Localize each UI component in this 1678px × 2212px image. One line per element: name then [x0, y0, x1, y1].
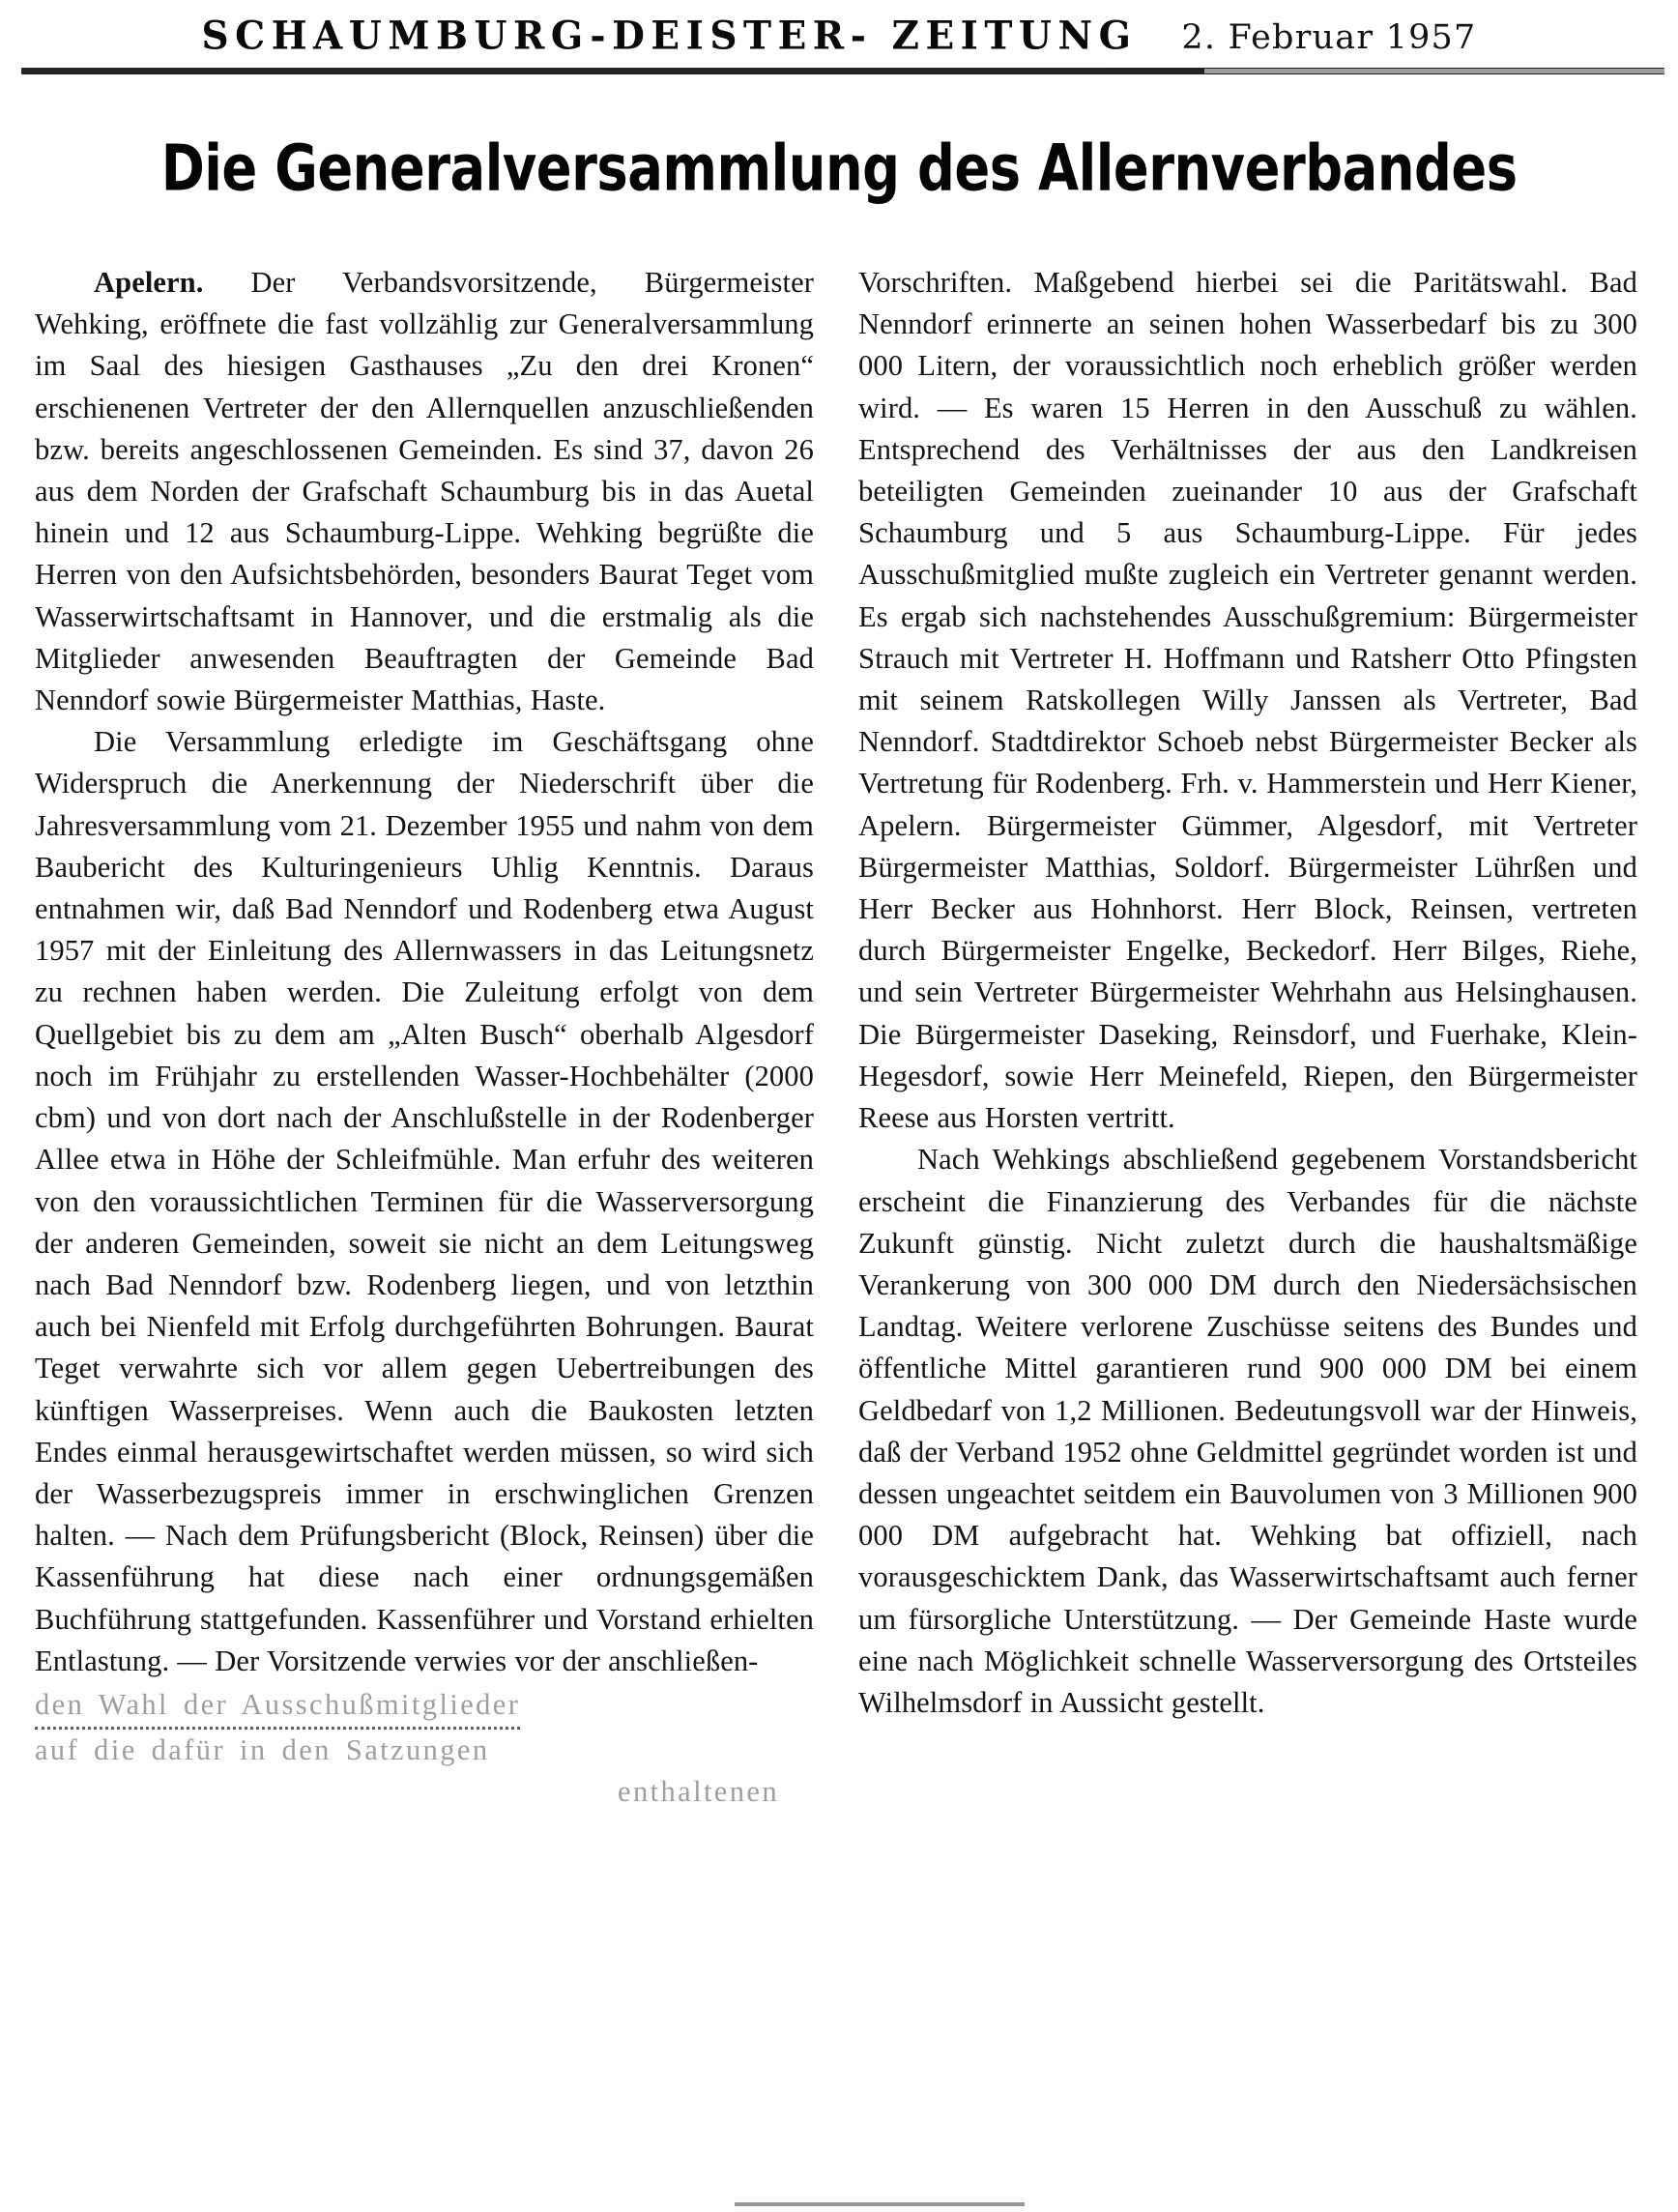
- paper-title: SCHAUMBURG-DEISTER- ZEITUNG: [201, 13, 1138, 59]
- faded-line-1: den Wahl der Ausschußmitglieder: [35, 1684, 520, 1730]
- issue-date: 2. Februar 1957: [1181, 18, 1477, 57]
- right-paragraph-1: Vorschriften. Maßgebend hierbei sei die Paritätswahl. Bad Nenndorf erinnerte an seinen hohen Wasserbedarf bis zu 300 000 Litern, der voraussichtlich noch erheblich größer werden wird. — Es waren 15 Herren in den Ausschuß zu wählen. Entsprechend des Verhältnisses der aus den Landkreisen beteiligten Gemeinden zueinander 10 aus der Grafschaft Schaumburg und 5 aus Schaumburg-Lippe. Für jedes Ausschußmitglied mußte zugleich ein Vertreter genannt werden. Es ergab sich nachstehendes Ausschußgremium: Bürgermeister Strauch mit Vertreter H. Hoffmann und Ratsherr Otto Pfingsten mit seinem Ratskollegen Willy Janssen als Vertreter, Bad Nenndorf. Stadtdirektor Schoeb nebst Bürgermeister Becker als Vertretung für Rodenberg. Frh. v. Hammerstein und Herr Kiener, Apelern. Bürgermeister Gümmer, Algesdorf, mit Vertreter Bürgermeister Matthias, Soldorf. Bürgermeister Lührßen und Herr Becker aus Hohnhorst. Herr Block, Reinsen, vertreten durch Bürgermeister Engelke, Beckedorf. Herr Bilges, Riehe, und sein Vertreter Bürgermeister Wehrhahn aus Helsinghausen. Die Bürgermeister Daseking, Reinsdorf, und Fuerhake, Klein-Hegesdorf, sowie Herr Meinefeld, Riepen, den Bürgermeister Reese aus Horsten vertritt.: [858, 266, 1637, 1135]
- right-paragraph-2: Nach Wehkings abschließend gegebenem Vorstandsbericht erscheint die Finanzierung des Verbandes für die nächste Zukunft günstig. Nicht zuletzt durch die haushaltsmäßige Verankerung von 300 000 DM durch den Niedersächsischen Landtag. Weitere verlorene Zuschüsse seitens des Bundes und öffentliche Mittel garantieren rund 900 000 DM bei einem Geldbedarf von 1,2 Millionen. Bedeutungsvoll war der Hinweis, daß der Verband 1952 ohne Geldmittel gegründet worden ist und dessen ungeachtet seitdem ein Bauvolumen von 3 Millionen 900 000 DM aufgebracht hat. Wehking bat offiziell, nach vorausgeschicktem Dank, das Wasserwirtschaftsamt auch ferner um fürsorgliche Unterstützung. — Der Gemeinde Haste wurde eine nach Möglichkeit schnelle Wasserversorgung des Ortsteiles Wilhelmsdorf in Aussicht gestellt.: [858, 1143, 1637, 1719]
- left-column: [35, 262, 814, 1814]
- article-headline: Die Generalversammlung des Allernverbandes: [160, 131, 1518, 206]
- masthead: [0, 0, 1678, 75]
- faded-line-2: auf die dafür in den Satzungen: [35, 1733, 490, 1767]
- left-paragraph-1: [35, 262, 814, 721]
- left-paragraph-2: Die Versammlung erledigte im Geschäftsgang ohne Widerspruch die Anerkennung der Niederschrift über die Jahresversammlung vom 21. Dezember 1955 und nahm von dem Baubericht des Kulturingenieurs Uhlig Kenntnis. Daraus entnahmen wir, daß Bad Nenndorf und Rodenberg etwa August 1957 mit der Einleitung des Allernwassers in das Leitungsnetz zu rechnen haben werden. Die Zuleitung erfolgt von dem Quellgebiet bis zu dem am „Alten Busch“ oberhalb Algesdorf noch im Frühjahr zu erstellenden Wasser-Hochbehälter (2000 cbm) und von dort nach der Anschlußstelle in der Rodenberger Allee etwa in Höhe der Schleifmühle. Man erfuhr des weiteren von den voraussichtlichen Terminen für die Wasserversorgung der anderen Gemeinden, soweit sie nicht an dem Leitungsweg nach Bad Nenndorf bzw. Rodenberg liegen, und von letzthin auch bei Nienfeld mit Erfolg durchgeführten Bohrungen. Baurat Teget verwahrte sich vor allem gegen Uebertreibungen des künftigen Wasserpreises. Wenn auch die Baukosten letzten Endes einmal herausgewirtschaftet werden müssen, so wird sich der Wasserbezugspreis immer in erschwinglichen Grenzen halten. — Nach dem Prüfungsbericht (Block, Reinsen) über die Kassenführung hat diese nach einer ordnungsgemäßen Buchführung stattgefunden. Kassenführer und Vorstand erhielten Entlastung. — Der Vorsitzende verwies vor der anschließen-: [35, 725, 814, 1677]
- dateline: Apelern.: [94, 266, 204, 300]
- right-column: [858, 262, 1637, 1724]
- faded-line-3: enthaltenen: [618, 1775, 779, 1809]
- headline-container: [0, 101, 1678, 227]
- faded-tail-block: [35, 1684, 814, 1814]
- masthead-rule: [21, 68, 1664, 74]
- left-paragraph-1-text: Der Verbandsvorsitzende, Bürgermeister Wehking, eröffnete die fast vollzählig zur Generalversammlung im Saal des hiesigen Gasthauses „Zu den drei Kronen“ erschienenen Vertreter der den Allernquellen anzuschließenden bzw. bereits angeschlossenen Gemeinden. Es sind 37, davon 26 aus dem Norden der Grafschaft Schaumburg bis in das Auetal hinein und 12 aus Schaumburg-Lippe. Wehking begrüßte die Herren von den Aufsichtsbehörden, besonders Baurat Teget vom Wasserwirtschaftsamt in Hannover, und die erstmalig als die Mitglieder anwesenden Beauftragten der Gemeinde Bad Nenndorf sowie Bürgermeister Matthias, Haste.: [35, 266, 814, 717]
- faded-row-1: [35, 1684, 814, 1730]
- bottom-rule: [735, 2202, 1025, 2206]
- article-body: [0, 262, 1678, 1814]
